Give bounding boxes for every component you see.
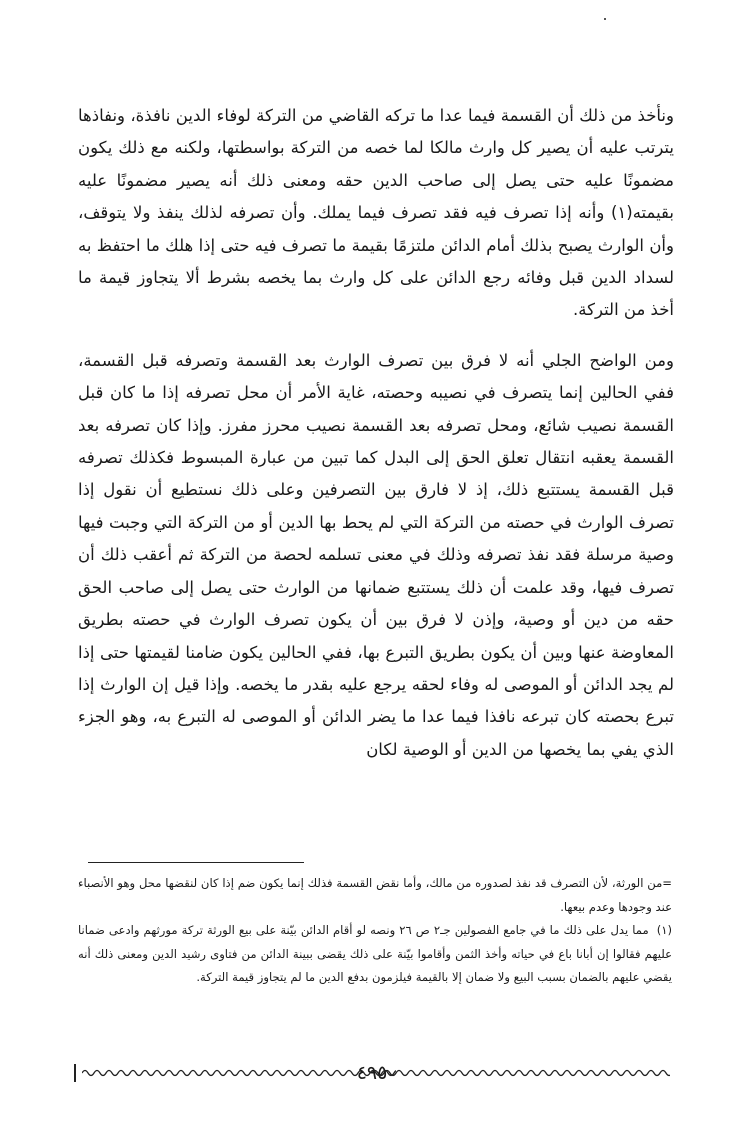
main-text bbox=[78, 100, 674, 766]
footnote-1 bbox=[78, 919, 672, 990]
page-footer bbox=[74, 1060, 670, 1086]
footnotes bbox=[78, 872, 672, 990]
footnote-separator bbox=[88, 862, 304, 863]
paragraph-2: ومن الواضح الجلي أنه لا فرق بين تصرف الوارث بعد القسمة وتصرفه قبل القسمة، ففي الحالين إنما يتصرف في نصيبه وحصته، غاية الأمر أن محل تصرفه إذا ما كان قبل القسمة نصيب شائع، ومحل تصرفه بعد القسمة نصيب محرز مفرز. وإذا كان تصرفه بعد القسمة يعقبه انتقال تعلق الحق إلى البدل كما تبين من عبارة المبسوط فكذلك تصرفه قبل القسمة يستتبع ذلك، إذ لا فارق بين التصرفين وعلى ذلك نستطيع أن نقول إذا تصرف الوارث في حصته من التركة التي لم يحط بها الدين أو من التركة التي وجبت فيها وصية مرسلة فقد نفذ تصرفه وذلك في معنى تسلمه لحصة من التركة ثم أعقب ذلك أن تصرف فيها، وقد علمت أن ذلك يستتبع ضمانها من الوارث حتى يصل إلى صاحب الحق حقه من دين أو وصية، وإذن لا فرق بين أن يكون تصرف الوارث في حصته بطريق المعاوضة عنها وبين أن يكون بطريق التبرع بها، ففي الحالين يكون ضامنا لقيمتها حتى إذا لم يجد الدائن أو الموصى له وفاء لحقه يرجع عليه بقدر ما يخصه. وإذا قيل إن الوارث إذا تبرع بحصته كان تبرعه نافذا فيما عدا ما يضر الدائن أو الموصى له التبرع به، وهو الجزء الذي يفي بما يخصها من الدين أو الوصية لكان bbox=[78, 350, 674, 759]
ornament-end-bar bbox=[74, 1064, 76, 1082]
footnote-continuation: =من الورثة، لأن التصرف قد نفذ لصدوره من مالك، وأما نقض القسمة فذلك إنما يكون ضم إذا كان لنقضها محل وهو الأنصباء عند وجودها وعدم بيعها. bbox=[78, 876, 672, 914]
paragraph-1: ونأخذ من ذلك أن القسمة فيما عدا ما تركه القاضي من التركة لوفاء الدين نافذة، ونفاذها يترتب عليه أن يصير كل وارث مالكا لما خصه من التركة بواسطتها، ولكنه مع ذلك يكون مضمونًا عليه حتى يصل إلى صاحب الدين حقه ومعنى ذلك أنه يصير مضمونًا عليه بقيمته(١) وأنه إذا تصرف فيه فقد تصرف فيما يملك. وأن تصرفه لذلك ينفذ ولا يتوقف، وأن الوارث يصبح بذلك أمام الدائن ملتزمًا بقيمة ما تصرف فيه حتى إذا هلك ما احتفظ به لسداد الدين قبل وفائه رجع الدائن على كل وارث بما يخصه بشرط ألا يتجاوز قيمة ما أخذ من التركة. bbox=[78, 106, 674, 320]
page-number: ٤٩٥ bbox=[356, 1062, 388, 1084]
ornament-wave-left bbox=[82, 1066, 396, 1080]
footnote-1-number: (١) bbox=[656, 923, 672, 937]
corner-mark bbox=[604, 18, 606, 20]
footnote-1-text: مما يدل على ذلك ما في جامع الفصولين جـ٢ ص ٢٦ ونصه لو أقام الدائن بيّنة على بيع الورثة تركة مورثهم وادعى ضمانا عليهم فقالوا إن أبانا باع في حياته وأخذ الثمن وأقاموا بيّنة على ذلك يقضى ببينة الدائن من فتاوى رشيد الدين ومعنى ذلك أنه يقضي عليهم بالضمان بسبب البيع ولا ضمان إلا بالقيمة فيلزمون بدفع الدين ما لم يتجاوز قيمة التركة. bbox=[78, 923, 672, 984]
